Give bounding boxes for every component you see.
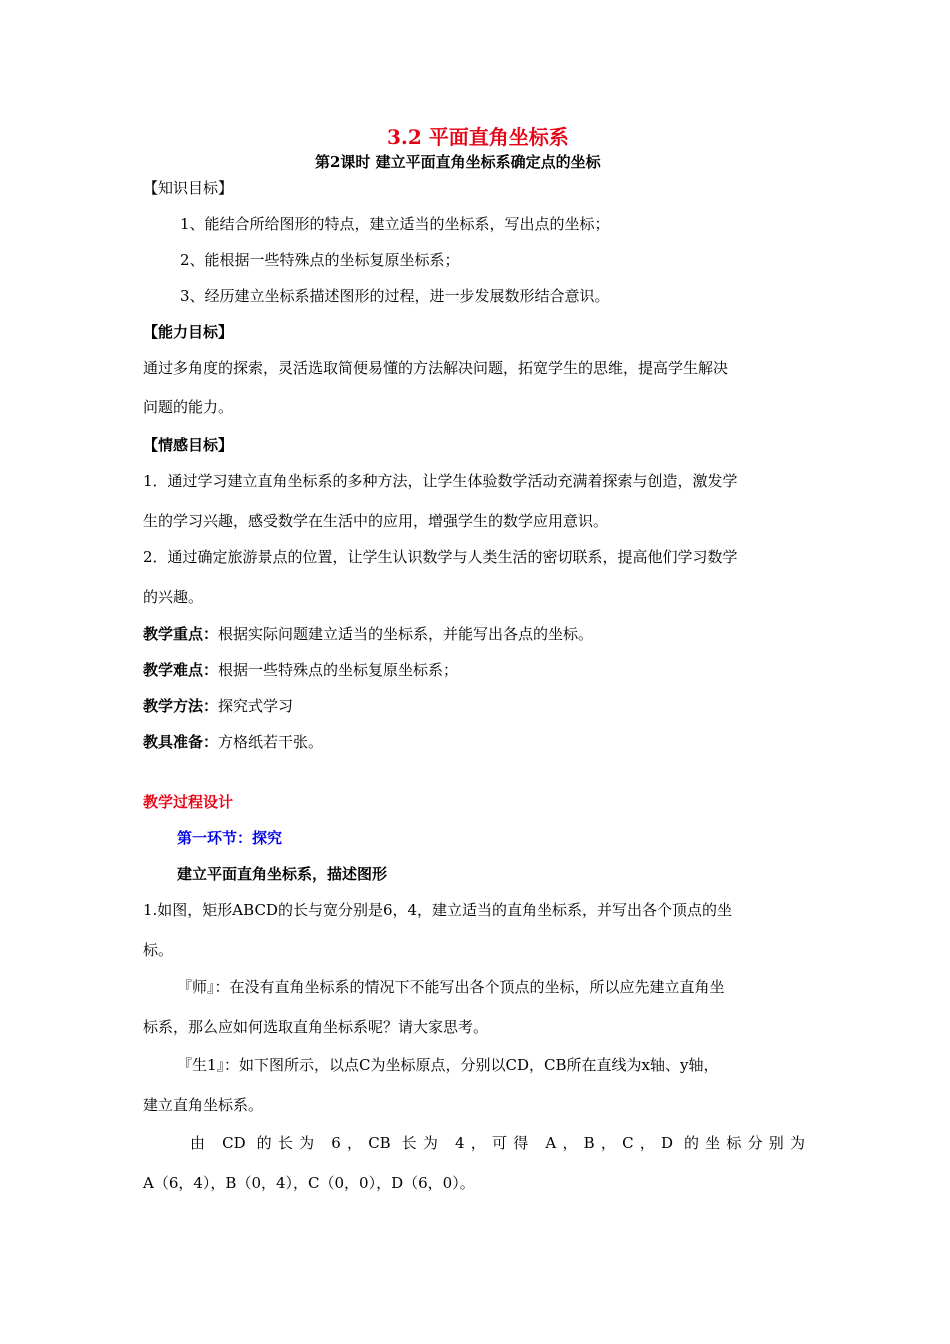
key-point-text: 方格纸若干张。 (218, 733, 324, 751)
result-line: A（6，4），B（0，4），C（0，0），D（6，0）。 (143, 1174, 475, 1192)
emotion-line: 1．通过学习建立直角坐标系的多种方法，让学生体验数学活动充满着探索与创造，激发学 (143, 472, 738, 490)
section-heading: 第一环节：探究 (177, 829, 283, 847)
emotion-line: 的兴趣。 (143, 588, 204, 606)
question-line: 1.如图，矩形ABCD的长与宽分别是6，4，建立适当的直角坐标系，并写出各个顶点的坐 (143, 901, 733, 919)
emotion-line: 生的学习兴趣，感受数学在生活中的应用，增强学生的数学应用意识。 (143, 512, 609, 530)
key-point-label: 教学重点： (143, 625, 219, 643)
question-line: 标。 (143, 941, 174, 959)
emotion-line: 2．通过确定旅游景点的位置，让学生认识数学与人类生活的密切联系，提高他们学习数学 (143, 548, 738, 566)
key-point-label: 教学方法： (143, 697, 219, 715)
key-point-text: 根据实际问题建立适当的坐标系，并能写出各点的坐标。 (218, 625, 594, 643)
result-line: 由 CD 的长为 6，CB 长为 4，可得 A，B，C，D 的坐标分别为 (190, 1134, 805, 1152)
teacher-line: 『师』：在没有直角坐标系的情况下不能写出各个顶点的坐标，所以应先建立直角坐 (177, 978, 725, 996)
key-point-row (143, 732, 323, 752)
emotion-heading: 【情感目标】 (143, 436, 234, 454)
teacher-line: 标系，那么应如何选取直角坐标系呢？请大家思考。 (143, 1018, 489, 1036)
student-line: 建立直角坐标系。 (143, 1096, 264, 1114)
key-point-label: 教具准备： (143, 733, 219, 751)
ability-line: 通过多角度的探索，灵活选取简便易懂的方法解决问题，拓宽学生的思维，提高学生解决 (143, 359, 729, 377)
process-title: 教学过程设计 (143, 793, 234, 811)
ability-line: 问题的能力。 (143, 398, 234, 416)
ability-heading: 【能力目标】 (143, 323, 234, 341)
key-point-row (143, 696, 293, 716)
knowledge-item: 3、经历建立坐标系描述图形的过程，进一步发展数形结合意识。 (180, 287, 610, 305)
key-point-label: 教学难点： (143, 661, 219, 679)
lesson-subtitle: 第2课时 建立平面直角坐标系确定点的坐标 (315, 153, 601, 171)
key-point-text: 根据一些特殊点的坐标复原坐标系； (218, 661, 459, 679)
student-line: 『生1』：如下图所示，以点C为坐标原点，分别以CD，CB所在直线为x轴、y轴， (177, 1056, 719, 1074)
page-title: 3.2 平面直角坐标系 (387, 125, 569, 149)
key-point-row (143, 660, 458, 680)
key-point-text: 探究式学习 (218, 697, 294, 715)
knowledge-item: 1、能结合所给图形的特点，建立适当的坐标系，写出点的坐标； (180, 215, 610, 233)
knowledge-item: 2、能根据一些特殊点的坐标复原坐标系； (180, 251, 460, 269)
knowledge-heading: 【知识目标】 (143, 179, 234, 197)
section-subheading: 建立平面直角坐标系，描述图形 (177, 865, 388, 883)
key-point-row (143, 624, 593, 644)
